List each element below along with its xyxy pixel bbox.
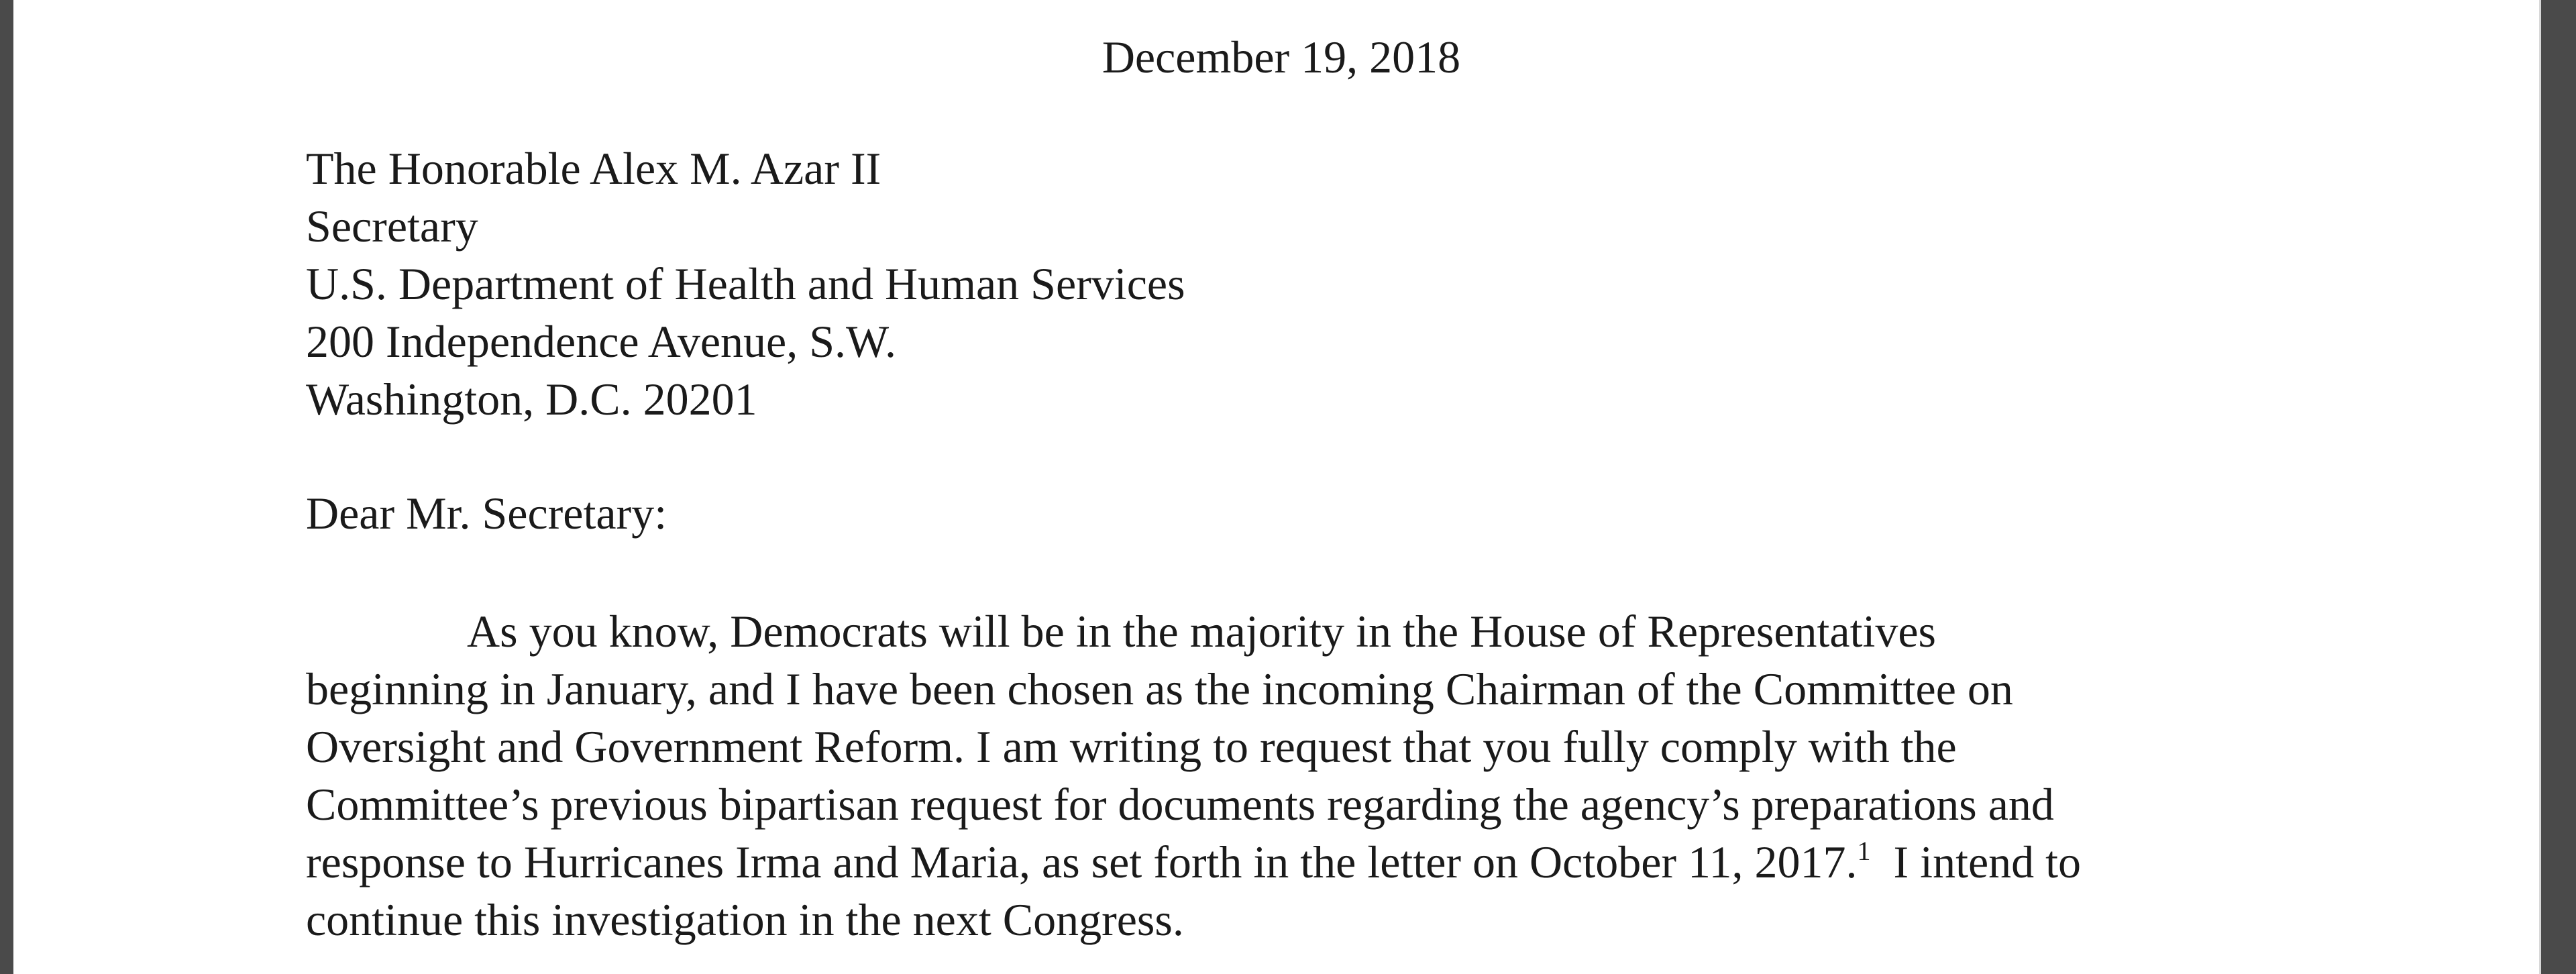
addressee-line: The Honorable Alex M. Azar II [306,143,881,194]
addressee-line: Secretary [306,201,478,252]
addressee-line: Washington, D.C. 20201 [306,374,757,425]
viewer-left-border [0,0,13,974]
footnote-marker[interactable]: 1 [1857,836,1871,866]
viewer-right-border [2541,0,2576,974]
paragraph-line: Committee’s previous bipartisan request for documents regarding the agency’s preparations and [306,779,2054,830]
paragraph-line: Oversight and Government Reform. I am writing to request that you fully comply with the [306,721,1957,772]
paragraph-line-tail: I intend to [1870,836,2082,887]
letter-page [13,0,2539,974]
letter-date: December 19, 2018 [1102,32,1461,83]
paragraph-line-text: response to Hurricanes Irma and Maria, as set forth in the letter on October 11, 2017. [306,836,1858,887]
paragraph-line: As you know, Democrats will be in the majority in the House of Representatives [467,606,1937,657]
addressee-block [306,140,1185,428]
salutation: Dear Mr. Secretary: [306,488,667,539]
body-paragraph [306,602,2081,949]
paragraph-line: continue this investigation in the next Congress. [306,894,1184,945]
paragraph-line: beginning in January, and I have been chosen as the incoming Chairman of the Committee on [306,663,2013,714]
addressee-line: 200 Independence Avenue, S.W. [306,316,896,367]
paragraph-line-with-footnote [306,833,2081,891]
addressee-line: U.S. Department of Health and Human Services [306,258,1185,309]
